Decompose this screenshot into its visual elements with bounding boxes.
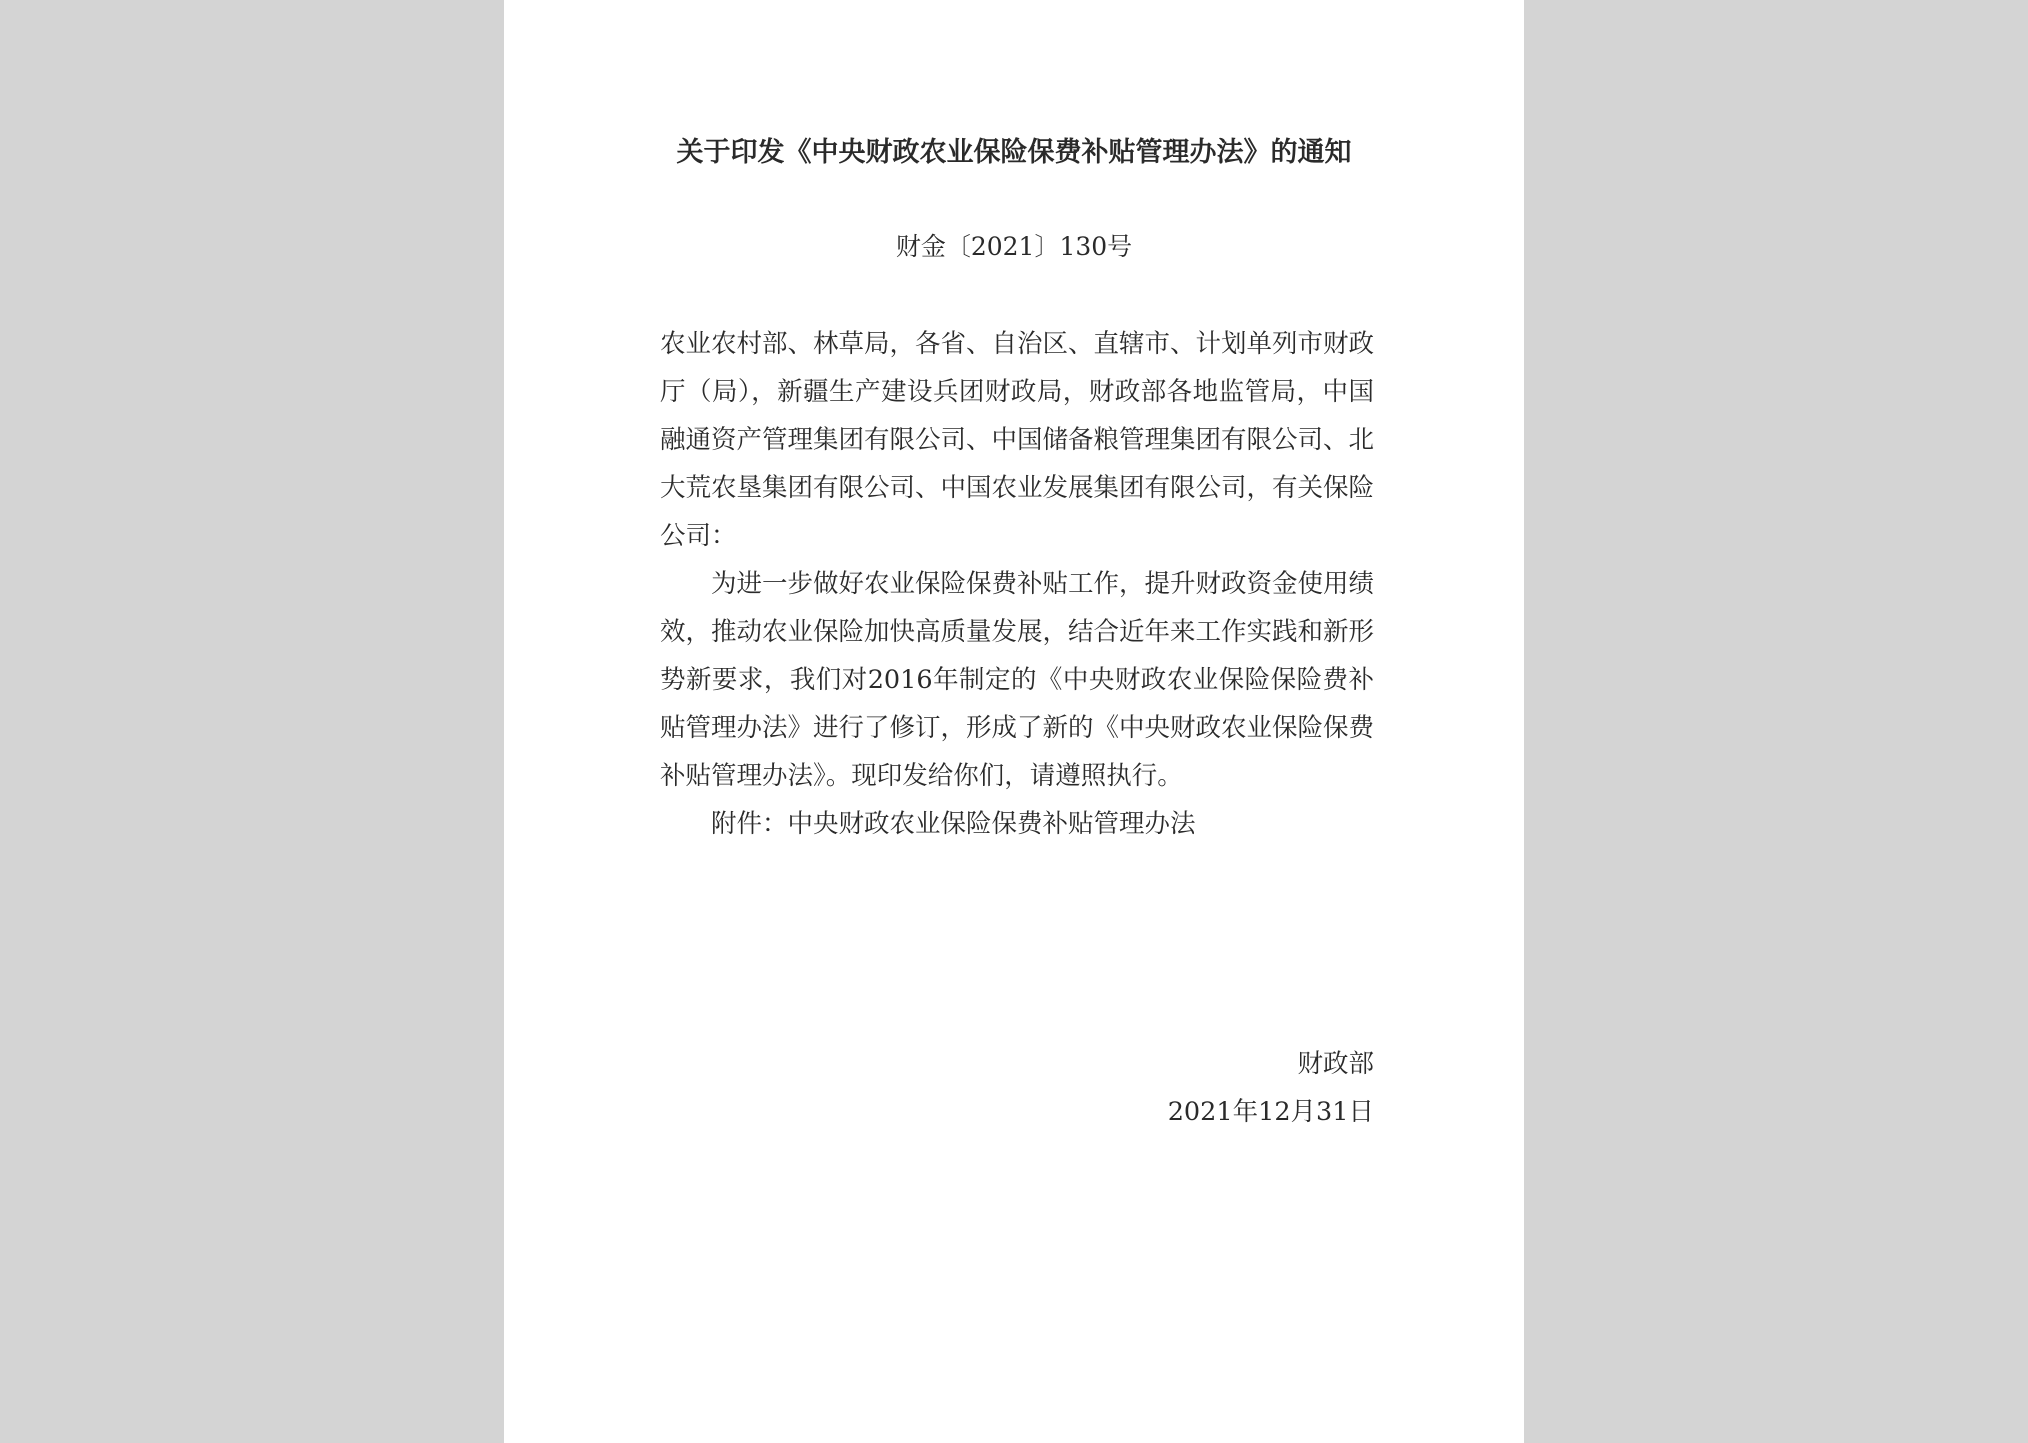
issuer-name: 财政部 [1297,1049,1374,1079]
main-paragraph: 为进一步做好农业保险保费补贴工作，提升财政资金使用绩效，推动农业保险加快高质量发展，结合近年来工作实践和新形势新要求，我们对2016年制定的《中央财政农业保险保险费补贴管理办法》进行了修订，形成了新的《中央财政农业保险保费补贴管理办法》。现印发给你们，请遵照执行。 [660,569,1375,791]
issue-date: 2021年12月31日 [1167,1097,1374,1127]
document-title: 关于印发《中央财政农业保险保费补贴管理办法》的通知 [676,137,1352,168]
addressees-paragraph: 农业农村部、林草局，各省、自治区、直辖市、计划单列市财政厅（局），新疆生产建设兵团财政局，财政部各地监管局，中国融通资产管理集团有限公司、中国储备粮管理集团有限公司、北大荒农垦集团有限公司、中国农业发展集团有限公司，有关保险公司： [660,329,1375,551]
document-page [504,0,1524,1443]
attachment-line: 附件：中央财政农业保险保费补贴管理办法 [711,809,1196,839]
document-number: 财金〔2021〕130号 [895,232,1133,261]
signature-block [1168,1040,1374,1136]
document-body [660,320,1374,848]
